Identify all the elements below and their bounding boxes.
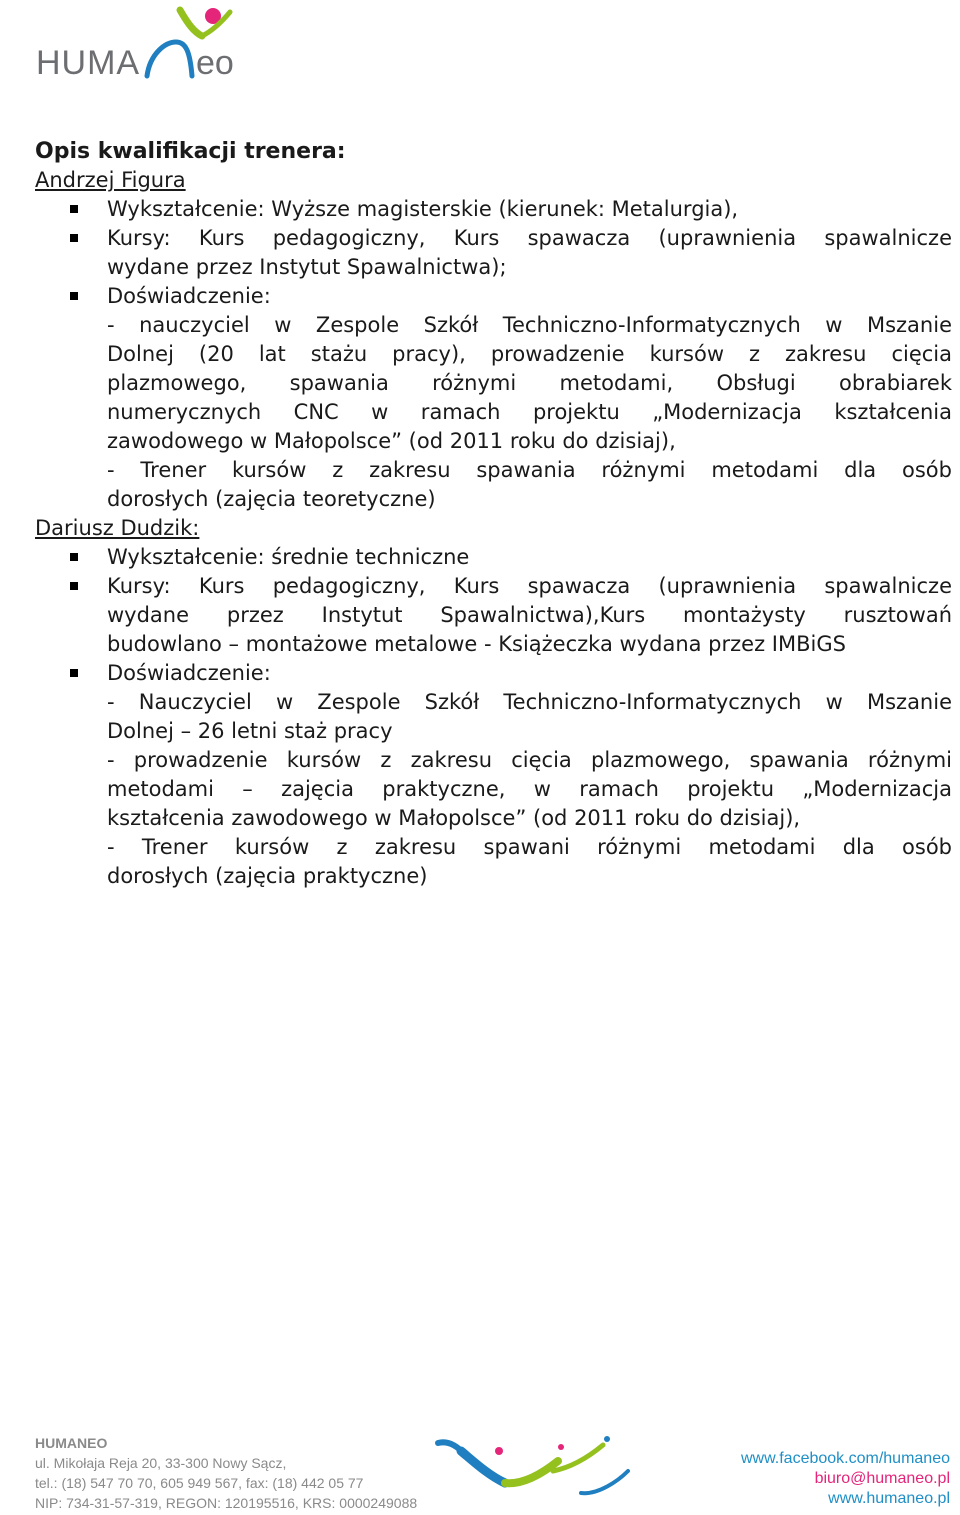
footer-swirl-logo [433, 1433, 733, 1511]
square-bullet-icon [70, 669, 78, 677]
square-bullet-icon [70, 234, 78, 242]
trainer-name: Dariusz Dudzik: [35, 516, 200, 540]
company-ids: NIP: 734-31-57-319, REGON: 120195516, KRS: 0000249088 [35, 1495, 418, 1511]
list-item: Kursy: Kurs pedagogiczny, Kurs spawacza (uprawnienia spawalnicze wydane przez Instytut Spawalnictwa),Kurs montażysty rusztowań budowlano – montażowe metalowe - Książeczka wydana przez IMBiGS [35, 572, 952, 659]
square-bullet-icon [70, 553, 78, 561]
email-link[interactable]: biuro@humaneo.pl [814, 1470, 950, 1487]
document-body [35, 137, 955, 891]
trainer-1-qualifications [35, 195, 955, 514]
list-item: Doświadczenie: - nauczyciel w Zespole Szkół Techniczno-Informatycznych w Mszanie Dolnej (20 lat stażu pracy), prowadzenie kursów z zakresu cięcia plazmowego, spawania różnymi metodami, Obsługi obrabiarek numerycznych CNC w ramach projektu „Modernizacja kształcenia zawodowego w Małopolsce” (od 2011 roku do dzisiaj), - Trener kursów z zakresu spawania różnymi metodami dla osób dorosłych (zajęcia teoretyczne) [35, 282, 952, 514]
trainer-2-qualifications [35, 543, 955, 891]
list-item: Wykształcenie: Wyższe magisterskie (kierunek: Metalurgia), [35, 195, 952, 224]
square-bullet-icon [70, 582, 78, 590]
page-footer [35, 1433, 955, 1511]
square-bullet-icon [70, 205, 78, 213]
facebook-link[interactable]: www.facebook.com/humaneo [741, 1450, 950, 1467]
list-item: Wykształcenie: średnie techniczne [35, 543, 952, 572]
website-link[interactable]: www.humaneo.pl [828, 1490, 950, 1507]
list-item: Kursy: Kurs pedagogiczny, Kurs spawacza (uprawnienia spawalnicze wydane przez Instytut Spawalnictwa); [35, 224, 952, 282]
company-name: HUMANEO [35, 1435, 108, 1451]
humaneo-logo [30, 2, 270, 90]
trainer-name: Andrzej Figura [35, 168, 186, 192]
company-phone: tel.: (18) 547 70 70, 605 949 567, fax: (18) 442 05 77 [35, 1475, 364, 1491]
svg-text:eo: eo [196, 44, 234, 82]
list-item: Doświadczenie: - Nauczyciel w Zespole Szkół Techniczno-Informatycznych w Mszanie Dolnej – 26 letni staż pracy - prowadzenie kursów z zakresu cięcia plazmowego, spawania różnymi metodami – zajęcia praktyczne, w ramach projektu „Modernizacja kształcenia zawodowego w Małopolsce” (od 2011 roku do dzisiaj), - Trener kursów z zakresu spawani różnymi metodami dla osób dorosłych (zajęcia praktyczne) [35, 659, 952, 891]
company-contacts [741, 1449, 950, 1509]
svg-text:HUMA: HUMA [36, 44, 141, 82]
page-title: Opis kwalifikacji trenera: [35, 139, 346, 164]
company-details [35, 1433, 417, 1513]
company-address: ul. Mikołaja Reja 20, 33-300 Nowy Sącz, [35, 1455, 287, 1471]
square-bullet-icon [70, 292, 78, 300]
